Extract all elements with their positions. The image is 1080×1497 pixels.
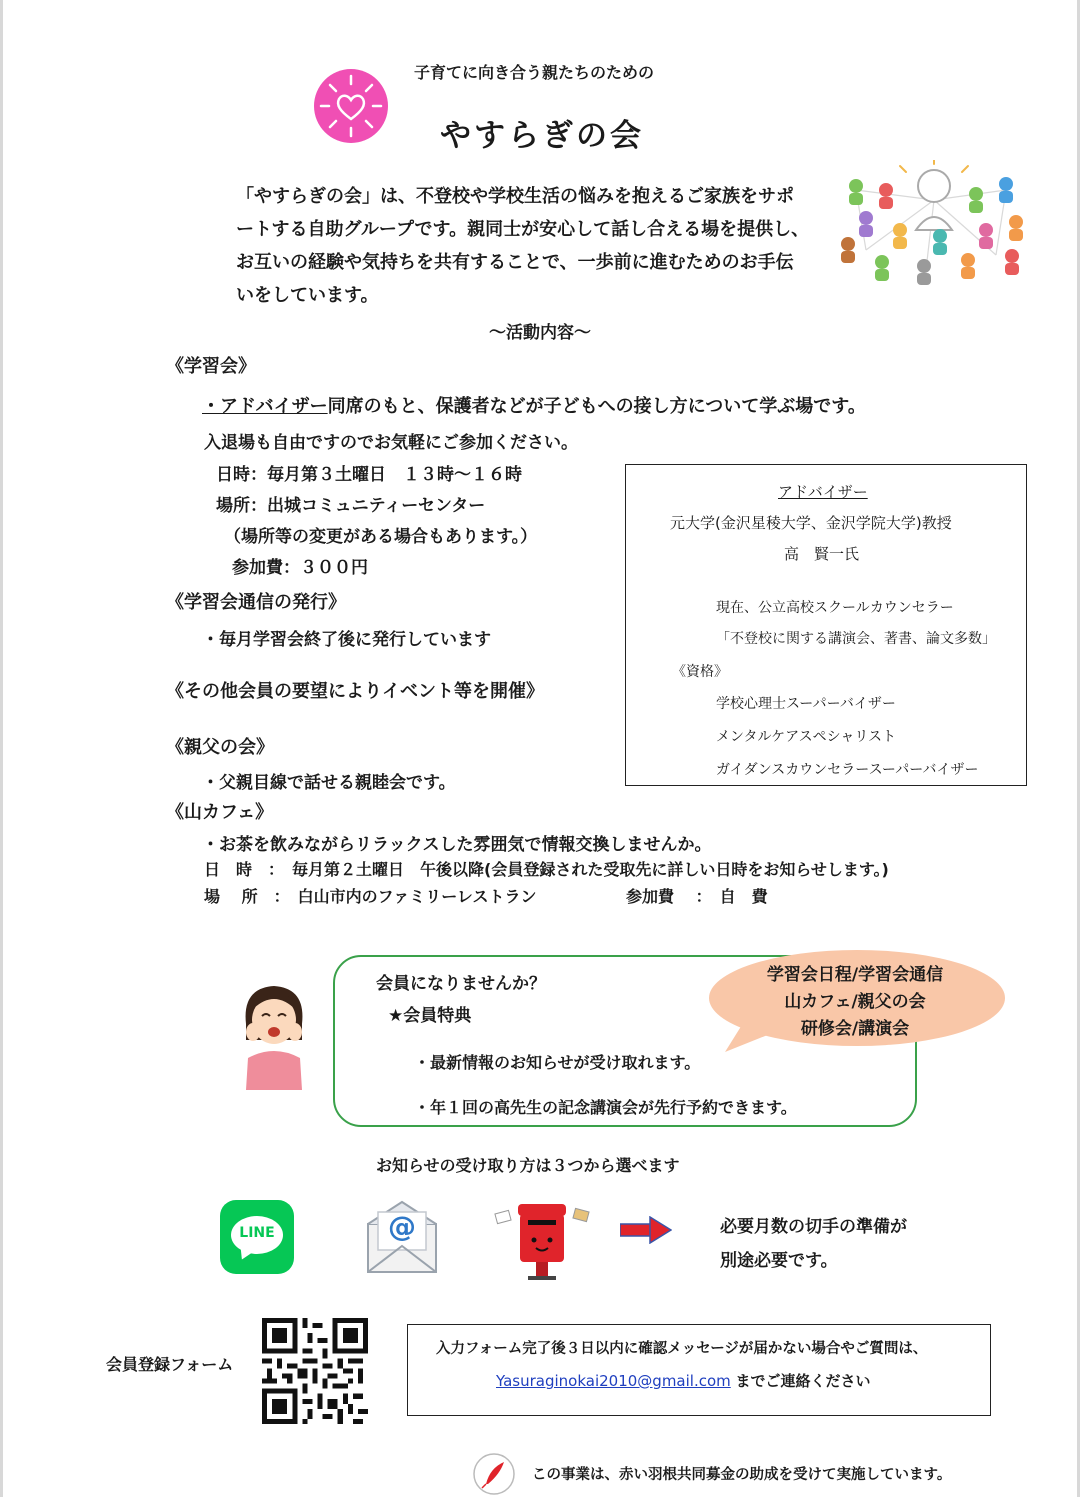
bubble-text <box>730 962 980 1043</box>
contact-line: 入力フォーム完了後３日以内に確認メッセージが届かない場合やご質問は、 <box>436 1341 928 1357</box>
qualifications-heading: 《資格》 <box>672 664 728 680</box>
arrow-right-icon <box>620 1216 672 1244</box>
study-description-rest: 同席のもと、保護者などが子どもへの接し方について学ぶ場です。 <box>327 396 866 417</box>
bubble-line: 山カフェ/親父の会 <box>784 992 926 1012</box>
registration-form-label: 会員登録フォーム <box>106 1355 234 1374</box>
cafe-description: ・お茶を飲みながらリラックスした雰囲気で情報交換しませんか。 <box>202 835 712 855</box>
study-section-title: 《学習会》 <box>166 356 256 377</box>
postbox-icon <box>492 1200 592 1282</box>
fathers-section-title: 《親父の会》 <box>166 737 274 758</box>
line-icon-label: LINE <box>239 1225 275 1241</box>
advisor-underlined: ・アドバイザー <box>202 396 328 417</box>
bubble-line: 研修会/講演会 <box>800 1019 910 1039</box>
intro-paragraph <box>236 180 826 312</box>
line-icon <box>220 1200 294 1274</box>
member-perk: ・最新情報のお知らせが受け取れます。 <box>414 1053 701 1072</box>
qualification-item: ガイダンスカウンセラースーパーバイザー <box>716 762 979 778</box>
footer-text: この事業は、赤い羽根共同募金の助成を受けて実施しています。 <box>532 1467 952 1483</box>
fathers-description: ・父親目線で話せる親睦会です。 <box>202 773 456 793</box>
qr-code[interactable] <box>262 1318 368 1424</box>
study-description-2: 入退場も自由ですのでお気軽にご参加ください。 <box>204 433 578 453</box>
qualification-item: 学校心理士スーパーバイザー <box>716 696 896 712</box>
contact-line-end: までご連絡ください <box>735 1372 871 1390</box>
newsletter-description: ・毎月学習会終了後に発行しています <box>202 630 491 650</box>
study-place-note: （場所等の変更がある場合もあります。） <box>224 527 538 547</box>
intro-line: お互いの経験や気持ちを共有することで、一歩前に進むためのお手伝 <box>236 252 794 273</box>
people-network-illustration <box>836 160 1032 288</box>
intro-line: 「やすらぎの会」は、不登校や学校生活の悩みを抱えるご家族をサポ <box>236 186 794 207</box>
qualification-item: メンタルケアスペシャリスト <box>716 729 897 745</box>
cafe-date: 日 時 ： 毎月第２土曜日 午後以降(会員登録された受取先に詳しい日時をお知らせします。) <box>204 860 889 879</box>
bubble-line: 学習会日程/学習会通信 <box>766 965 944 985</box>
woman-calling-illustration <box>236 980 312 1090</box>
page-title: やすらぎの会 <box>440 118 644 154</box>
subtitle: 子育てに向き合う親たちのための <box>414 63 655 82</box>
advisor-works: 「不登校に関する講演会、著書、論文多数」 <box>716 631 996 647</box>
member-perks-heading: ★会員特典 <box>388 1006 472 1026</box>
advisor-current-role: 現在、公立高校スクールカウンセラー <box>716 600 954 616</box>
contact-email-link[interactable]: Yasuraginokai2010@gmail.com <box>496 1372 731 1390</box>
intro-line: ートする自助グループです。親同士が安心して話し合える場を提供し、 <box>236 219 810 240</box>
cafe-place: 場 所 ： 白山市内のファミリーレストラン <box>204 887 537 906</box>
study-fee: 参加費：３００円 <box>232 558 368 578</box>
cafe-section-title: 《山カフェ》 <box>166 802 274 823</box>
activities-heading: ～活動内容～ <box>489 323 591 343</box>
red-feather-logo <box>472 1452 516 1496</box>
contact-email-line <box>496 1370 871 1391</box>
study-description <box>202 392 866 418</box>
intro-line: いをしています。 <box>236 285 379 306</box>
member-perk: ・年１回の高先生の記念講演会が先行予約できます。 <box>414 1098 797 1117</box>
study-place: 場所：出城コミュニティーセンター <box>216 496 486 516</box>
advisor-name: 高 賢一氏 <box>784 545 860 563</box>
newsletter-section-title: 《学習会通信の発行》 <box>166 592 346 613</box>
heart-sun-logo <box>312 67 390 145</box>
page-edge-left <box>0 0 3 1497</box>
membership-question: 会員になりませんか？ <box>376 974 546 994</box>
post-note-line: 別途必要です。 <box>720 1251 838 1271</box>
study-date: 日時：毎月第３土曜日 １３時～１６時 <box>216 465 522 485</box>
notice-heading: お知らせの受け取り方は３つから選べます <box>376 1156 680 1175</box>
cafe-fee: 参加費 ： 自 費 <box>626 887 768 906</box>
at-sign: @ <box>388 1210 416 1243</box>
advisor-affiliation: 元大学(金沢星稜大学、金沢学院大学)教授 <box>670 514 952 532</box>
advisor-heading: アドバイザー <box>778 483 868 501</box>
post-note-line: 必要月数の切手の準備が <box>720 1217 907 1237</box>
events-section-title: 《その他会員の要望によりイベント等を開催》 <box>166 681 544 702</box>
